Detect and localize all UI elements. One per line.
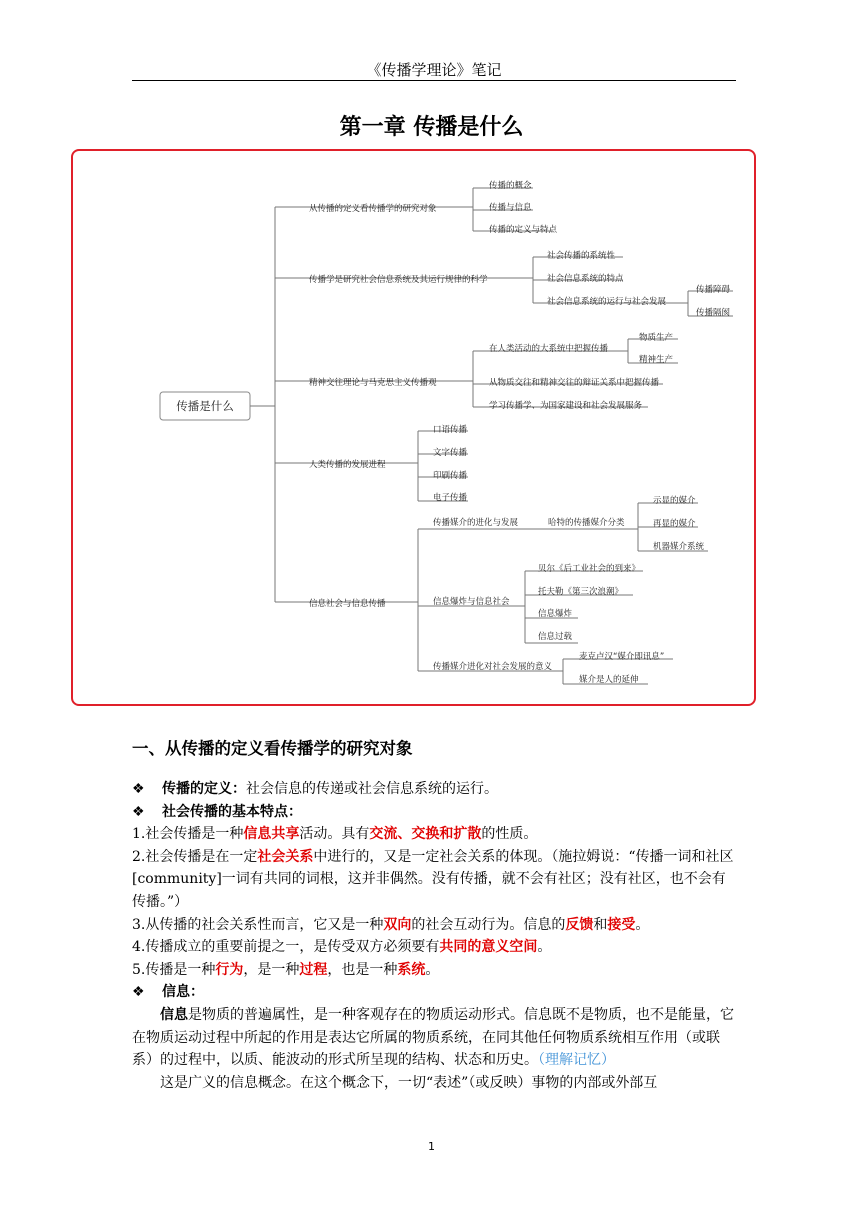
b5-harold: 哈特的传播媒介分类 (548, 518, 625, 528)
b2-sub-1: 传播障碍 (696, 285, 731, 295)
explosion-sub-3: 信息爆炸 (538, 609, 573, 619)
b2-child-2: 社会信息系统的特点 (547, 274, 624, 284)
branch-4-label: 人类传播的发展进程 (309, 460, 386, 470)
feature-5: 5.传播是一种行为，是一种过程，也是一种系统。 (132, 961, 440, 978)
b2-sub-2: 传播隔阂 (696, 308, 731, 318)
b5-child-1: 传播媒介的进化与发展 (433, 518, 519, 528)
b4-child-1: 口语传播 (433, 425, 468, 435)
b2-child-3: 社会信息系统的运行与社会发展 (547, 297, 667, 307)
section-body (132, 778, 736, 1094)
b1-child-1: 传播的概念 (489, 181, 532, 191)
mindmap-svg (73, 151, 758, 708)
b3-child-2: 从物质交往和精神交往的辩证关系中把握传播 (489, 378, 660, 388)
page-number: 1 (428, 1140, 435, 1153)
b4-child-3: 印刷传播 (433, 471, 468, 481)
explosion-sub-1: 贝尔《后工业社会的到来》 (538, 564, 641, 574)
b1-child-3: 传播的定义与特点 (489, 225, 558, 235)
mindmap-root: 传播是什么 (176, 399, 234, 413)
meaning-sub-1: 麦克卢汉“媒介即讯息” (579, 652, 665, 662)
branch-3-label: 精神交往理论与马克思主义传播观 (309, 378, 437, 388)
bullet-icon: ❖ (132, 781, 145, 797)
b3-sub-1: 物质生产 (639, 333, 674, 343)
explosion-sub-4: 信息过载 (538, 632, 573, 642)
harold-sub-3: 机器媒介系统 (653, 542, 705, 552)
feature-1: 1.社会传播是一种信息共享活动。具有交流、交换和扩散的性质。 (132, 826, 538, 843)
b4-child-4: 电子传播 (433, 493, 468, 503)
b5-child-2: 信息爆炸与信息社会 (433, 597, 510, 607)
b1-child-2: 传播与信息 (489, 203, 532, 213)
b3-child-3: 学习传播学、为国家建设和社会发展服务 (489, 401, 643, 411)
mindmap-frame (71, 149, 756, 706)
chapter-title: 第一章 传播是什么 (339, 115, 524, 140)
harold-sub-1: 示显的媒介 (653, 496, 696, 506)
harold-sub-2: 再显的媒介 (653, 519, 696, 529)
header-rule (132, 80, 736, 81)
features-heading: ❖ 社会传播的基本特点： (132, 801, 736, 824)
feature-2: 2.社会传播是在一定社会关系中进行的，又是一定社会关系的体现。（施拉姆说：“传播一词和社区[community]一词有共同的词根，这并非偶然。没有传播，就不会有社区；没有社区，也不会有传播。”） (132, 848, 734, 910)
page-header: 《传播学理论》笔记 (366, 61, 502, 79)
feature-4: 4.传播成立的重要前提之一，是传受双方必须要有共同的意义空间。 (132, 939, 552, 956)
b2-child-1: 社会传播的系统性 (547, 251, 616, 261)
branch-1-label: 从传播的定义看传播学的研究对象 (309, 204, 437, 214)
info-heading: ❖ 信息： (132, 981, 736, 1004)
b3-sub-2: 精神生产 (639, 355, 674, 365)
meaning-sub-2: 媒介是人的延伸 (579, 675, 639, 685)
explosion-sub-2: 托夫勒《第三次浪潮》 (538, 587, 624, 597)
b5-child-3: 传播媒介进化对社会发展的意义 (433, 662, 553, 672)
bullet-icon: ❖ (132, 803, 145, 820)
feature-3: 3.从传播的社会关系性而言，它又是一种双向的社会互动行为。信息的反馈和接受。 (132, 916, 650, 933)
section-title: 一、从传播的定义看传播学的研究对象 (132, 739, 413, 758)
branch-5-label: 信息社会与信息传播 (309, 599, 386, 609)
b4-child-2: 文字传播 (433, 448, 468, 458)
b3-child-1: 在人类活动的大系统中把握传播 (489, 344, 609, 354)
info-paragraph-1: 信息是物质的普遍属性，是一种客观存在的物质运动形式。信息既不是物质，也不是能量，它在物质运动过程中所起的作用是表达它所属的物质系统，在同其他任何物质系统相互作用（或联系）的过程中，以质、能波动的形式所呈现的结构、状态和历史。（理解记忆） (132, 1006, 734, 1069)
bullet-icon: ❖ (132, 984, 145, 1001)
info-paragraph-2: 这是广义的信息概念。在这个概念下，一切“表述”（或反映）事物的内部或外部互 (160, 1074, 658, 1091)
branch-2-label: 传播学是研究社会信息系统及其运行规律的科学 (309, 275, 488, 285)
definition-line: ❖ 传播的定义：社会信息的传递或社会信息系统的运行。 (132, 778, 736, 801)
